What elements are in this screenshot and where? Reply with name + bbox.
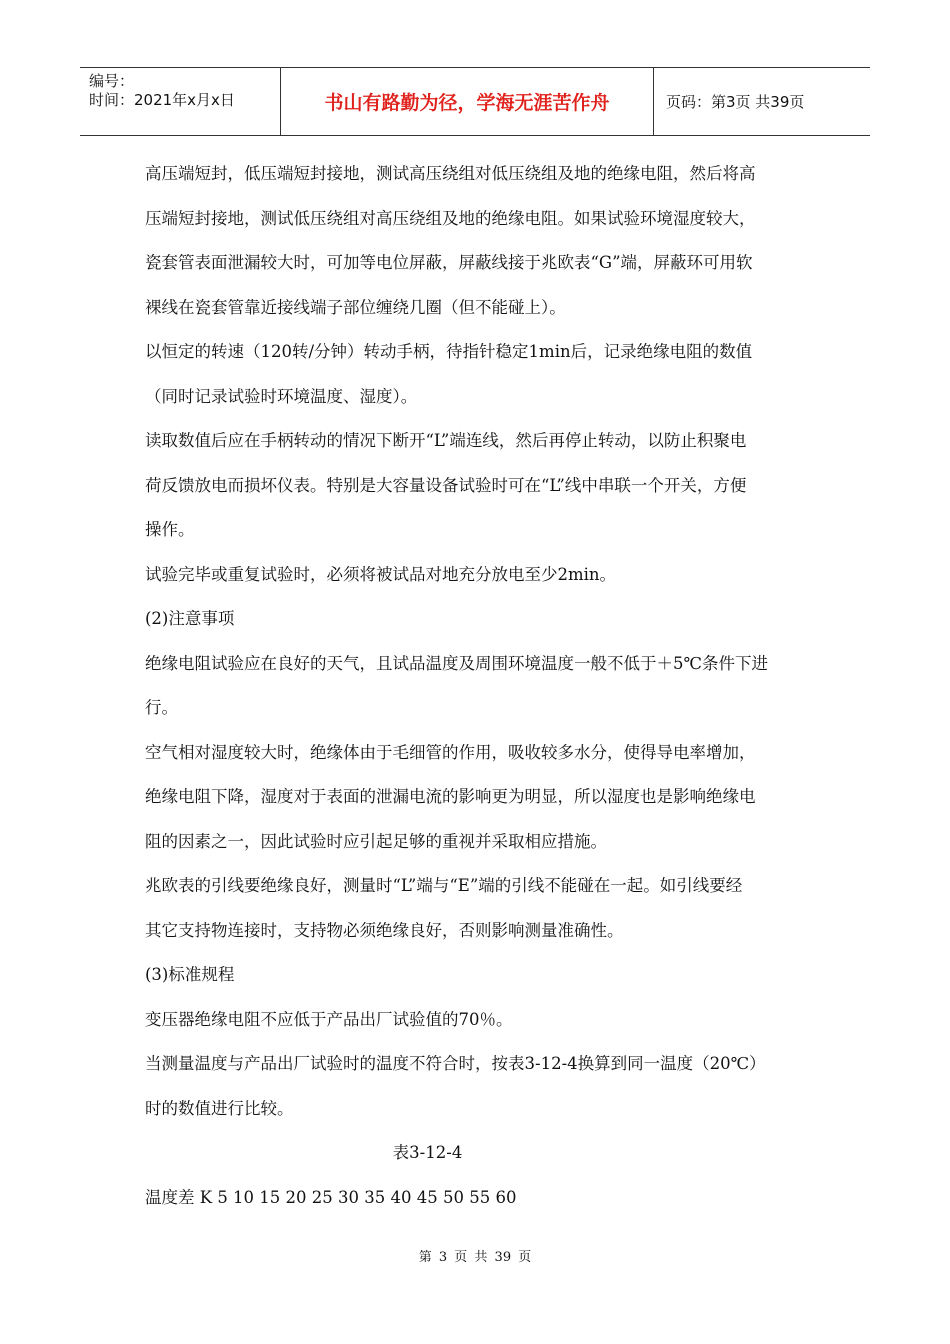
table-row: 温度差 K 5 10 15 20 25 30 35 40 45 50 55 60	[145, 1187, 517, 1207]
document-body	[145, 152, 810, 1220]
paragraph: 当测量温度与产品出厂试验时的温度不符合时，按表3-12-4换算到同一温度（20℃） 时的数值进行比较。	[145, 1054, 766, 1118]
paragraph: 兆欧表的引线要绝缘良好，测量时“L”端与“E”端的引线不能碰在一起。如引线要经 其它支持物连接时，支持物必须绝缘良好，否则影响测量准确性。	[145, 876, 743, 940]
paragraph: 空气相对湿度较大时，绝缘体由于毛细管的作用，吸收较多水分，使得导电率增加， 绝缘电阻下降，湿度对于表面的泄漏电流的影响更为明显，所以湿度也是影响绝缘电 阻的因素之一，因此试验时应引起足够的重视并采取相应措施。	[145, 742, 756, 851]
page-header	[80, 67, 870, 136]
header-meta	[80, 68, 281, 135]
section-heading: (3)标准规程	[145, 965, 235, 984]
page-footer: 第 3 页 共 39 页	[418, 1250, 532, 1265]
header-motto: 书山有路勤为径，学海无涯苦作舟	[281, 68, 654, 135]
table-caption: 表3-12-4	[392, 1143, 463, 1162]
header-page-info: 页码：第3页 共39页	[666, 93, 805, 111]
paragraph: 变压器绝缘电阻不应低于产品出厂试验值的70％。	[145, 1009, 513, 1029]
document-date: 时间：2021年x月x日	[89, 91, 235, 109]
paragraph: 读取数值后应在手柄转动的情况下断开“L”端连线，然后再停止转动，以防止积聚电 荷反馈放电而损坏仪表。特别是大容量设备试验时可在“L”线中串联一个开关，方便 操作。	[145, 431, 747, 539]
paragraph: 高压端短封，低压端短封接地，测试高压绕组对低压绕组及地的绝缘电阻，然后将高 压端短封接地，测试低压绕组对高压绕组及地的绝缘电阻。如果试验环境湿度较大， 瓷套管表面泄漏较大时，可加等电位屏蔽，屏蔽线接于兆欧表“G”端，屏蔽环可用软 裸线在瓷套管靠近接线端子部位缠绕几圈（但不能碰上）。	[145, 164, 756, 317]
section-heading: (2)注意事项	[145, 609, 235, 628]
paragraph: 以恒定的转速（120转/分钟）转动手柄，待指针稳定1min后，记录绝缘电阻的数值 （同时记录试验时环境温度、湿度）。	[145, 342, 753, 406]
document-number-label: 编号：	[89, 72, 135, 90]
paragraph: 试验完毕或重复试验时，必须将被试品对地充分放电至少2min。	[145, 564, 617, 584]
paragraph: 绝缘电阻试验应在良好的天气，且试品温度及周围环境温度一般不低于＋5℃条件下进 行。	[145, 653, 768, 717]
